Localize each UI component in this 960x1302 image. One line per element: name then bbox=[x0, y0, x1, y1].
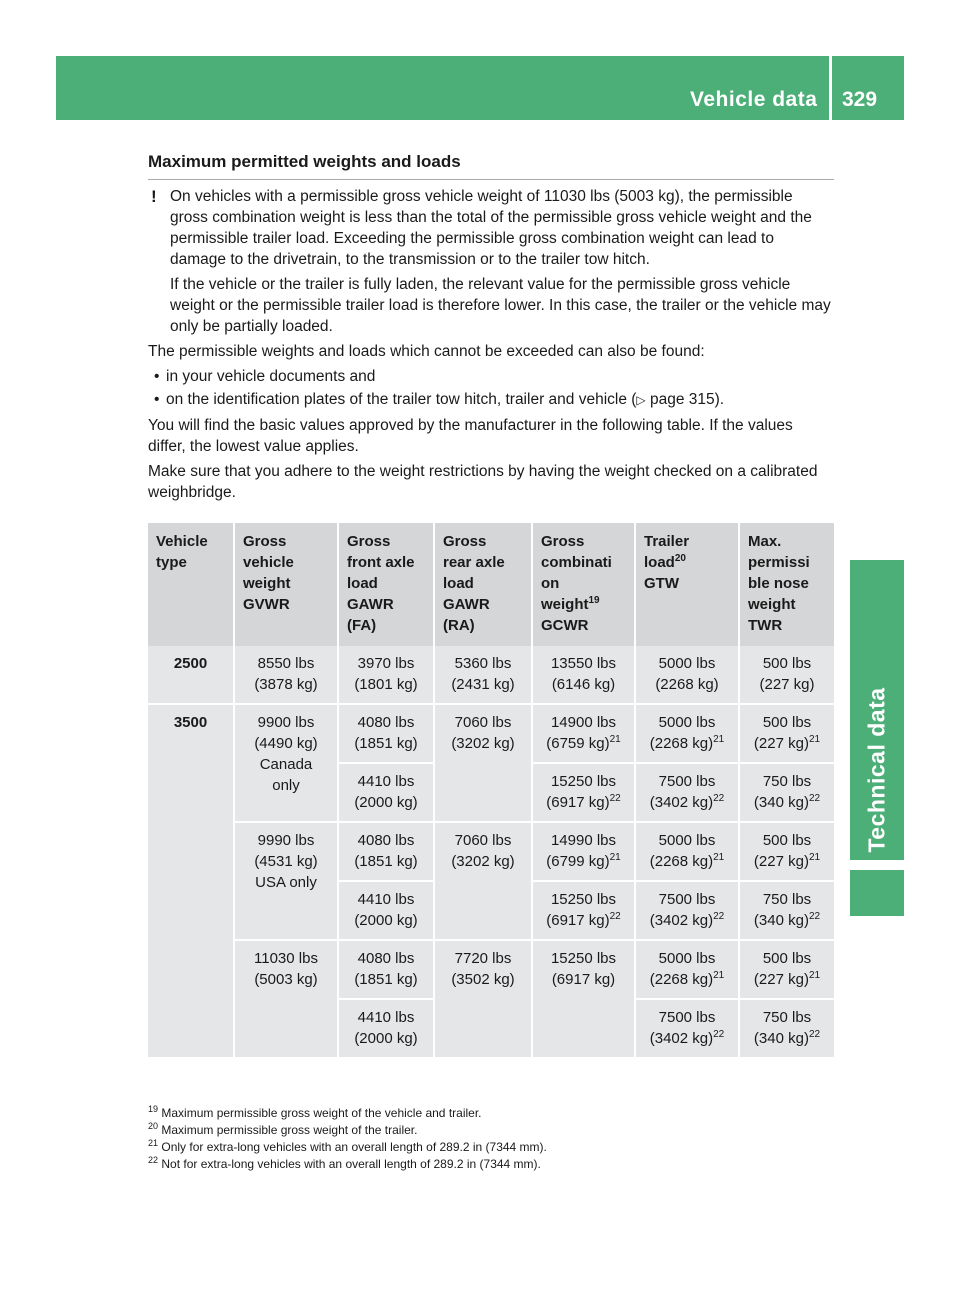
col-header-trailer-load: Trailer load$^{20}$ GTW bbox=[635, 523, 739, 646]
gvwr-cell: 9900 lbs (4490 kg) Canada only bbox=[234, 704, 338, 822]
header-title: Vehicle data bbox=[690, 88, 818, 111]
weights-table bbox=[148, 523, 834, 1059]
col-header-nose-weight: Max. permissi ble nose weight TWR bbox=[739, 523, 834, 646]
twr-cell: 500 lbs (227 kg) bbox=[739, 646, 834, 704]
twr-cell: 750 lbs (340 kg)$^{22}$ bbox=[739, 763, 834, 822]
footnote-item: $^{21}$ Only for extra-long vehicles with an overall length of 289.2 in (7344 mm). bbox=[148, 1138, 547, 1154]
gawr-ra-cell: 7060 lbs (3202 kg) bbox=[434, 822, 532, 940]
gcwr-cell: 15250 lbs (6917 kg) bbox=[532, 940, 635, 1058]
gtw-cell: 5000 lbs (2268 kg) bbox=[635, 646, 739, 704]
bullet-text: on the identification plates of the trailer tow hitch, trailer and vehicle ( bbox=[166, 391, 637, 408]
gcwr-cell: 14990 lbs (6799 kg)$^{21}$ bbox=[532, 822, 635, 881]
gawr-fa-cell: 4080 lbs (1851 kg) bbox=[338, 704, 434, 763]
bullet-text: in your vehicle documents and bbox=[166, 368, 376, 385]
sidebar-tab-label: Technical data bbox=[863, 687, 890, 853]
section-body bbox=[148, 186, 834, 507]
table-row bbox=[148, 646, 834, 704]
notice-paragraph: On vehicles with a permissible gross vehicle weight of 11030 lbs (5003 kg), the permissible gross combination weight is less than the total of the permissible gross vehicle weight and the permissible trailer load. Exceeding the permissible gross combination weight can lead to damage to the drivetrain, to the transmission or to the trailer tow hitch. bbox=[170, 188, 812, 268]
gvwr-cell: 8550 lbs (3878 kg) bbox=[234, 646, 338, 704]
notice-block bbox=[148, 186, 834, 341]
gcwr-cell: 15250 lbs (6917 kg)$^{22}$ bbox=[532, 763, 635, 822]
bullet-list bbox=[148, 366, 834, 411]
gcwr-cell: 15250 lbs (6917 kg)$^{22}$ bbox=[532, 881, 635, 940]
gtw-cell: 5000 lbs (2268 kg)$^{21}$ bbox=[635, 822, 739, 881]
gawr-ra-cell: 5360 lbs (2431 kg) bbox=[434, 646, 532, 704]
col-header-gvwr: Gross vehicle weight GVWR bbox=[234, 523, 338, 646]
gawr-fa-cell: 4410 lbs (2000 kg) bbox=[338, 763, 434, 822]
gvwr-cell: 11030 lbs (5003 kg) bbox=[234, 940, 338, 1058]
gvwr-cell: 9990 lbs (4531 kg) USA only bbox=[234, 822, 338, 940]
section-title: Maximum permitted weights and loads bbox=[148, 152, 834, 180]
footnotes bbox=[148, 1105, 834, 1173]
twr-cell: 750 lbs (340 kg)$^{22}$ bbox=[739, 881, 834, 940]
footnote-item: $^{19}$ Maximum permissible gross weight of the vehicle and trailer. bbox=[148, 1104, 482, 1120]
gtw-cell: 5000 lbs (2268 kg)$^{21}$ bbox=[635, 704, 739, 763]
notice-body bbox=[170, 186, 834, 341]
col-header-gcwr: Gross combinati on weight$^{19}$ GCWR bbox=[532, 523, 635, 646]
twr-cell: 500 lbs (227 kg)$^{21}$ bbox=[739, 704, 834, 763]
vehicle-type-cell: 2500 bbox=[148, 646, 234, 704]
gawr-ra-cell: 7060 lbs (3202 kg) bbox=[434, 704, 532, 822]
bullet-item bbox=[148, 389, 834, 411]
table-row bbox=[148, 822, 834, 881]
gtw-cell: 5000 lbs (2268 kg)$^{21}$ bbox=[635, 940, 739, 999]
table-header-row bbox=[148, 523, 834, 646]
gawr-fa-cell: 4410 lbs (2000 kg) bbox=[338, 999, 434, 1058]
weighbridge-paragraph: Make sure that you adhere to the weight restrictions by having the weight checked on a calibrated weighbridge. bbox=[148, 463, 818, 501]
table-intro-paragraph: You will find the basic values approved by the manufacturer in the following table. If the values differ, the lowest value applies. bbox=[148, 417, 793, 455]
gawr-fa-cell: 3970 lbs (1801 kg) bbox=[338, 646, 434, 704]
col-header-vehicle-type: Vehicle type bbox=[148, 523, 234, 646]
gawr-fa-cell: 4080 lbs (1851 kg) bbox=[338, 822, 434, 881]
twr-cell: 500 lbs (227 kg)$^{21}$ bbox=[739, 940, 834, 999]
gcwr-cell: 13550 lbs (6146 kg) bbox=[532, 646, 635, 704]
vehicle-type-cell: 3500 bbox=[148, 704, 234, 1058]
page-number: 329 bbox=[842, 88, 878, 111]
gtw-cell: 7500 lbs (3402 kg)$^{22}$ bbox=[635, 763, 739, 822]
footnote-item: $^{20}$ Maximum permissible gross weight of the trailer. bbox=[148, 1121, 418, 1137]
gtw-cell: 7500 lbs (3402 kg)$^{22}$ bbox=[635, 999, 739, 1058]
twr-cell: 500 lbs (227 kg)$^{21}$ bbox=[739, 822, 834, 881]
page-reference-link[interactable]: page 315). bbox=[649, 391, 725, 408]
twr-cell: 750 lbs (340 kg)$^{22}$ bbox=[739, 999, 834, 1058]
table-row bbox=[148, 704, 834, 763]
warning-icon: ! bbox=[151, 187, 157, 206]
intro-paragraph: The permissible weights and loads which cannot be exceeded can also be found: bbox=[148, 343, 705, 360]
gtw-cell: 7500 lbs (3402 kg)$^{22}$ bbox=[635, 881, 739, 940]
table-row bbox=[148, 940, 834, 999]
gcwr-cell: 14900 lbs (6759 kg)$^{21}$ bbox=[532, 704, 635, 763]
bullet-item bbox=[148, 366, 834, 387]
bullet-icon: • bbox=[154, 368, 160, 385]
gawr-ra-cell: 7720 lbs (3502 kg) bbox=[434, 940, 532, 1058]
gawr-fa-cell: 4410 lbs (2000 kg) bbox=[338, 881, 434, 940]
notice-paragraph: If the vehicle or the trailer is fully laden, the relevant value for the permissible gross vehicle weight or the permissible trailer load is therefore lower. In this case, the trailer or the vehicle may only be partially loaded. bbox=[170, 276, 831, 335]
header-divider bbox=[829, 56, 832, 120]
sidebar-marker bbox=[850, 870, 904, 916]
col-header-gawr-fa: Gross front axle load GAWR (FA) bbox=[338, 523, 434, 646]
col-header-gawr-ra: Gross rear axle load GAWR (RA) bbox=[434, 523, 532, 646]
footnote-item: $^{22}$ Not for extra-long vehicles with an overall length of 289.2 in (7344 mm). bbox=[148, 1155, 541, 1171]
gawr-fa-cell: 4080 lbs (1851 kg) bbox=[338, 940, 434, 999]
bullet-icon: • bbox=[154, 391, 160, 408]
page-reference-arrow-icon: ▷ bbox=[636, 393, 646, 407]
